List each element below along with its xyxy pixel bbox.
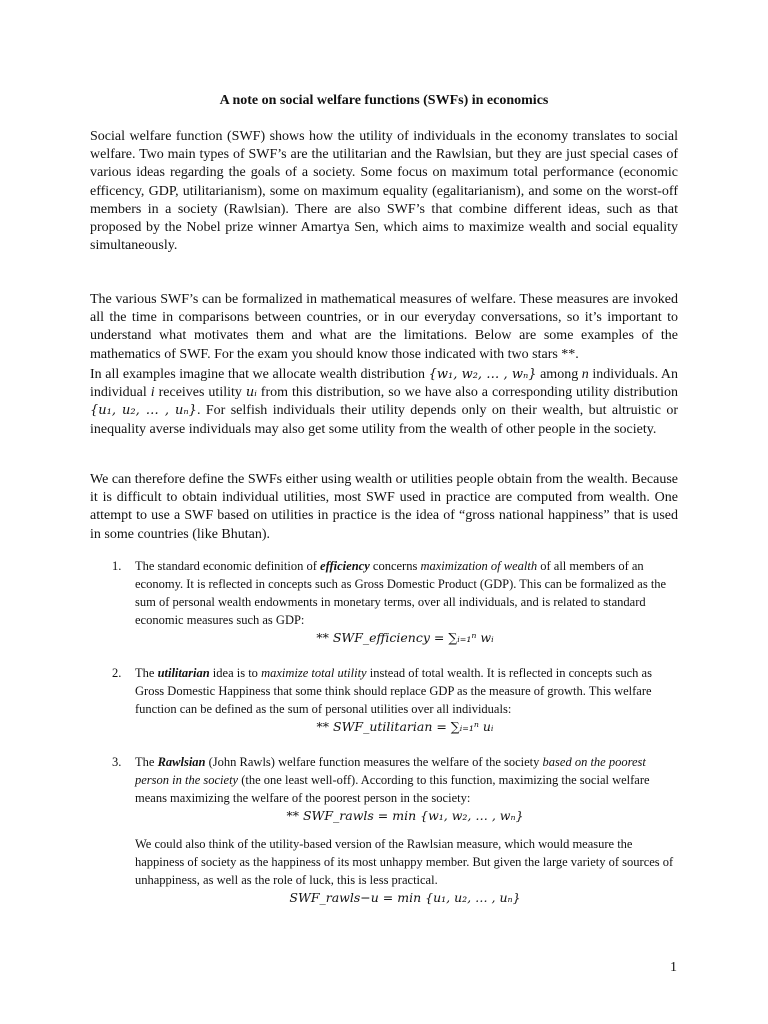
page-number: 1 [670,960,677,975]
list-item-text: The Rawlsian (John Rawls) welfare function measures the welfare of the society based on the poorest person in the society (the one least well-off). According to this function, maximizing the social welfare means maximizing the welfare of the poorest person in the society: ** SWF_rawls = min {w₁, w₂, … , wₙ} [135,753,675,825]
list-number: 2. [112,666,122,680]
formula-rawls-u: SWF_rawls−u = min {u₁, u₂, … , uₙ} [289,890,521,905]
paragraph-formalization: The various SWF’s can be formalized in mathematical measures of welfare. These measures are invoked all the time in comparisons between countries, or in our everyday conversations, so it’s important to understand what motivates them and what are the limitations. Below are some examples of the mathematics of SWF. For the exam you should know those indicated with two stars **. [90,292,678,362]
paragraph-utility-rawlsian: We could also think of the utility-based version of the Rawlsian measure, which would measure the happiness of society as the happiness of its most unhappy member. But given the large variety of sources of unhappiness, as well as the role of luck, this is less practical. SWF_rawls−u = min {u₁, u₂, … , uₙ} [135,837,674,905]
paragraph-intro: Social welfare function (SWF) shows how the utility of individuals in the economy translates to social welfare. Two main types of SWF’s are the utilitarian and the Rawlsian, but they are just special cases of various ideas regarding the goals of a society. Some focus on maximum total performance (economic efficency, GDP, utilitarianism), some on maximum equality (egalitarianism), and some on the worst-off members in a society (Rawlsian). There are also SWF’s that combine different ideas, such as that proposed by the Nobel prize winner Amartya Sen, which aims to maximize wealth and social equality simultaneously. [90,129,678,254]
paragraph-wealth-distribution: In all examples imagine that we allocate wealth distribution {w₁, w₂, … , wₙ} among n individuals. An individual i receives utility uᵢ from this distribution, so we have also a corresponding utility distribution {u₁, u₂, … , uₙ}. For selfish individuals their utility depends only on their wealth, but altruistic or inequality averse individuals may also get some utility from the wealth of other people in the society. [90,367,679,437]
list-number: 3. [112,755,122,769]
list-item-text: The utilitarian idea is to maximize total utility instead of total wealth. It is reflected in concepts such as Gross Domestic Happiness that some think should replace GDP as the measure of growth. This welfare function can be defined as the sum of personal utilities over all individuals: ** SWF_utilitarian = ∑ᵢ₌₁ⁿ uᵢ [135,664,675,736]
document-title: A note on social welfare functions (SWFs) in economics [219,93,549,108]
formula-efficiency: ** SWF_efficiency = ∑ᵢ₌₁ⁿ wᵢ [316,630,494,645]
list-number: 1. [112,559,122,573]
formula-utilitarian: ** SWF_utilitarian = ∑ᵢ₌₁ⁿ uᵢ [316,719,494,734]
list-item-text: The standard economic definition of efficiency concerns maximization of wealth of all members of an economy. It is reflected in concepts such as Gross Domestic Product (GDP). This can be formalized as the sum of personal wealth endowments in monetary terms, over all individuals, and is related to standard economic measures such as GDP: ** SWF_efficiency = ∑ᵢ₌₁ⁿ wᵢ [135,557,675,647]
formula-rawls: ** SWF_rawls = min {w₁, w₂, … , wₙ} [286,808,524,823]
paragraph-definition: We can therefore define the SWFs either using wealth or utilities people obtain from the wealth. Because it is difficult to obtain individual utilities, most SWF used in practice are computed from wealth. One attempt to use a SWF based on utilities in practice is the idea of “gross national happiness” that is used in some countries (like Bhutan). [90,472,678,542]
